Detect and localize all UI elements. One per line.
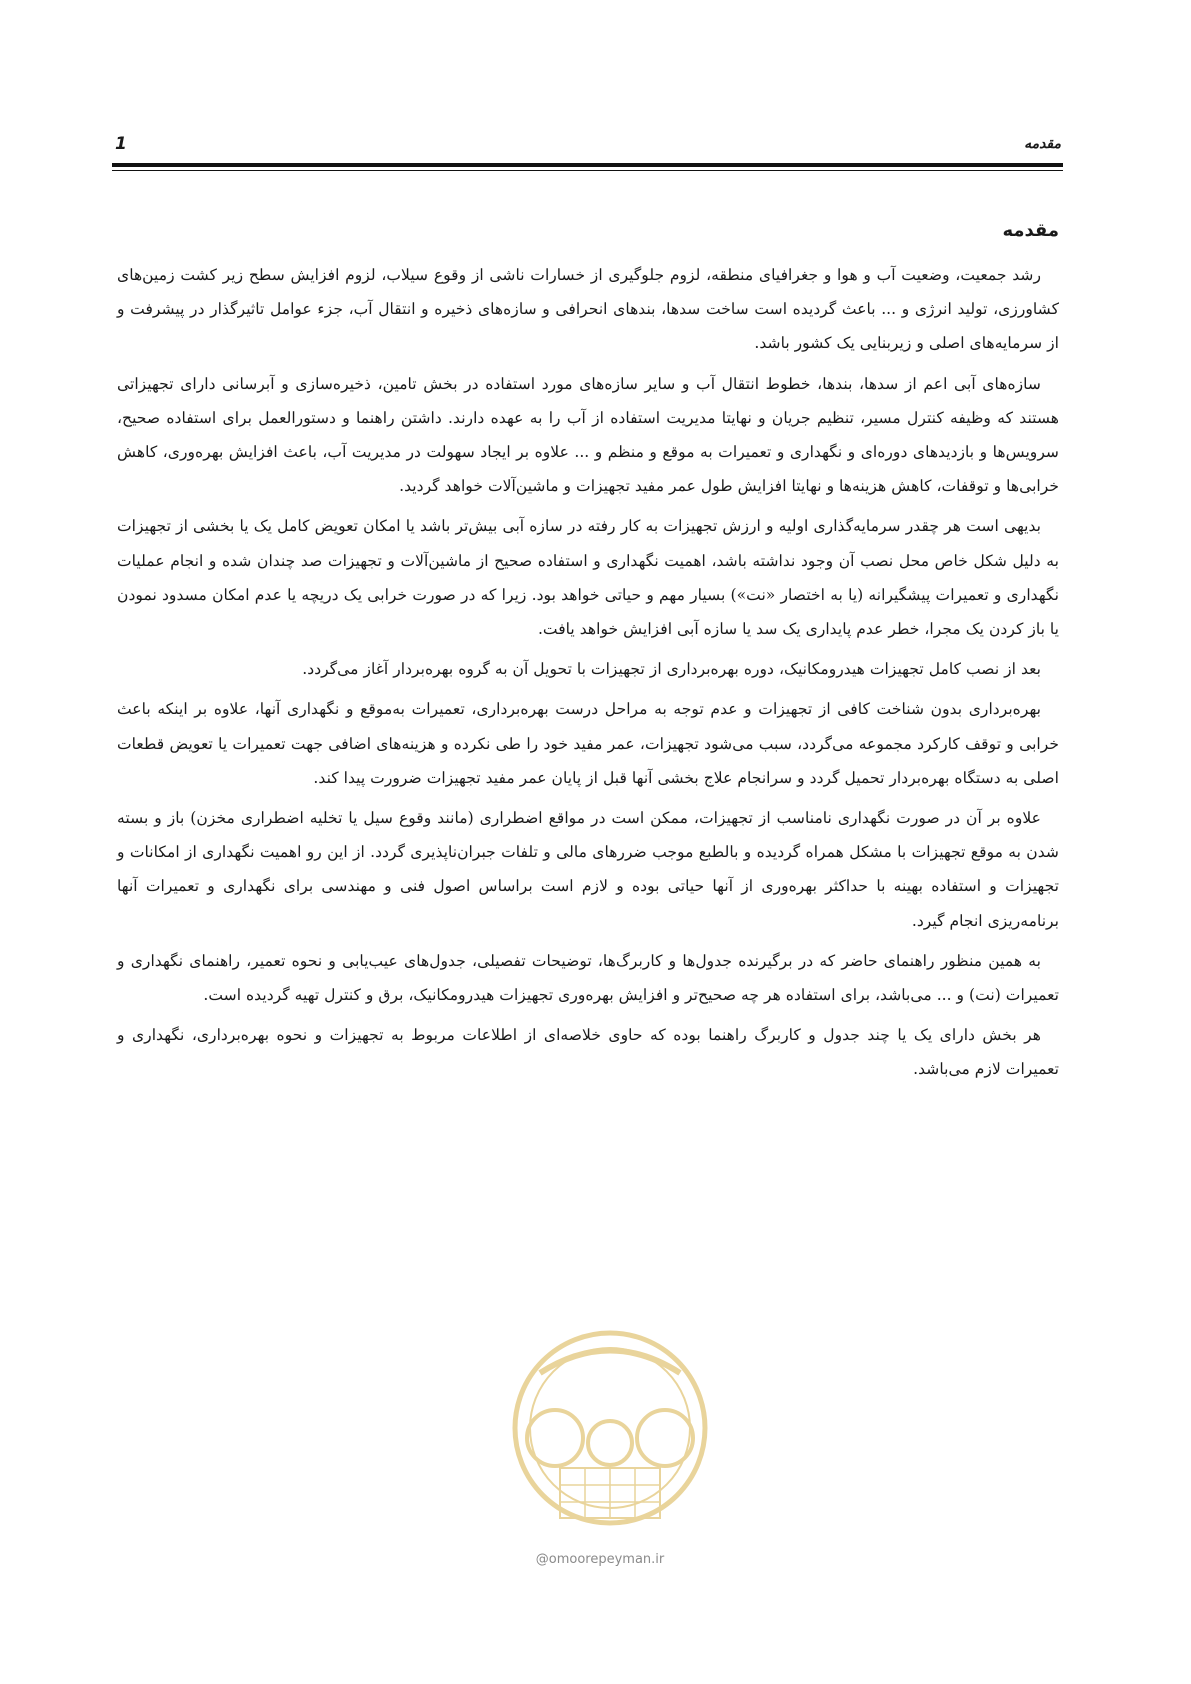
paragraph: بعد از نصب کامل تجهیزات هیدرومکانیک، دوره بهره‌برداری از تجهیزات با تحویل آن به گروه بهره‌بردار آغاز می‌گردد. [302, 660, 1041, 679]
section-title: مقدمه [1002, 220, 1059, 241]
header-rule-thick [112, 163, 1063, 167]
paragraph: به همین منظور راهنمای حاضر که در برگیرنده جدول‌ها و کاربرگ‌ها، توضیحات تفصیلی، جدول‌های عیب‌یابی و نحوه تعمیر، راهنمای نگهداری و تعمیرات (نت) و ... می‌باشد، برای استفاده هر چه صحیح‌تر و افزایش بهره‌وری تجهیزات هیدرومکانیک، برق و کنترل تهیه گردیده است. [117, 951, 1059, 1005]
paragraph: رشد جمعیت، وضعیت آب و هوا و جغرافیای منطقه، لزوم جلوگیری از خسارات ناشی از وقوع سیلاب، لزوم افزایش سطح زیر کشت زمین‌های کشاورزی، تولید انرژی و ... باعث گردیده است ساخت سدها، بندهای انحرافی و سازه‌های ذخیره و انتقال آب، جزء عوامل تاثیرگذار در پیشرفت و از سرمایه‌های اصلی و زیربنایی یک کشور باشد. [117, 266, 1059, 353]
watermark-url: @omoorepeyman.ir [535, 1552, 665, 1567]
page-number: 1 [115, 134, 127, 154]
page-header [115, 130, 1061, 160]
paragraph: سازه‌های آبی اعم از سدها، بندها، خطوط انتقال آب و سایر سازه‌های مورد استفاده در بخش تامین، ذخیره‌سازی و آبرسانی دارای تجهیزاتی هستند که وظیفه کنترل مسیر، تنظیم جریان و نهایتا مدیریت استفاده از آب را به عهده دارند. داشتن راهنما و دستورالعمل برای استفاده صحیح، سرویس‌ها و بازدیدهای دوره‌ای و نگهداری و تعمیرات به موقع و منظم و ... علاوه بر ایجاد سهولت در مدیریت آب، باعث افزایش بهره‌وری، کاهش خرابی‌ها و توقفات، کاهش هزینه‌ها و نهایتا افزایش طول عمر مفید تجهیزات و ماشین‌آلات خواهد گردید. [117, 374, 1059, 496]
running-title: مقدمه [1024, 136, 1061, 152]
header-rule-thin [112, 170, 1063, 171]
paragraph: هر بخش دارای یک یا چند جدول و کاربرگ راهنما بوده که حاوی خلاصه‌ای از اطلاعات مربوط به تجهیزات و نحوه بهره‌برداری، نگهداری و تعمیرات لازم می‌باشد. [117, 1026, 1059, 1079]
paragraph: بهره‌برداری بدون شناخت کافی از تجهیزات و عدم توجه به مراحل درست بهره‌برداری، تعمیرات به‌موقع و نگهداری آنها، علاوه بر اینکه باعث خرابی و توقف کارکرد مجموعه می‌گردد، سبب می‌شود تجهیزات، عمر مفید خود را طی نکرده و هزینه‌های اضافی جهت تعمیرات یا تعویض قطعات اصلی به دستگاه بهره‌بردار تحمیل گردد و سرانجام علاج بخشی آنها قبل از پایان عمر مفید تجهیزات ضرورت پیدا کند. [117, 700, 1059, 787]
paragraph: علاوه بر آن در صورت نگهداری نامناسب از تجهیزات، ممکن است در مواقع اضطراری (مانند وقوع سیل یا تخلیه اضطراری مخزن) باز و بسته شدن به موقع تجهیزات با مشکل همراه گردیده و بالطبع موجب ضررهای مالی و تلفات جبران‌ناپذیری گردد. از این رو اهمیت نگهداری از امکانات و تجهیزات و استفاده بهینه با حداکثر بهره‌وری از آنها حیاتی بوده و لازم است براساس اصول فنی و مهندسی برای نگهداری و تعمیرات آنها برنامه‌ریزی انجام گیرد. [117, 809, 1059, 930]
paragraph: بدیهی است هر چقدر سرمایه‌گذاری اولیه و ارزش تجهیزات به کار رفته در سازه آبی بیش‌تر باشد یا امکان تعویض کامل یک یا بخشی از تجهیزات به دلیل شکل خاص محل نصب آن وجود نداشته باشد، اهمیت نگهداری و استفاده صحیح از ماشین‌آلات و تجهیزات صد چندان شده و انجام عملیات نگهداری و تعمیرات پیشگیرانه (یا به اختصار «نت») بسیار مهم و حیاتی خواهد بود. زیرا که در صورت خرابی یک دریچه یا عدم امکان مسدود نمودن یا باز کردن یک مجرا، خطر عدم پایداری یک سد یا سازه آبی افزایش خواهد یافت. [117, 517, 1059, 639]
watermark-seal-icon [460, 1318, 760, 1618]
main-content [117, 216, 1059, 1093]
